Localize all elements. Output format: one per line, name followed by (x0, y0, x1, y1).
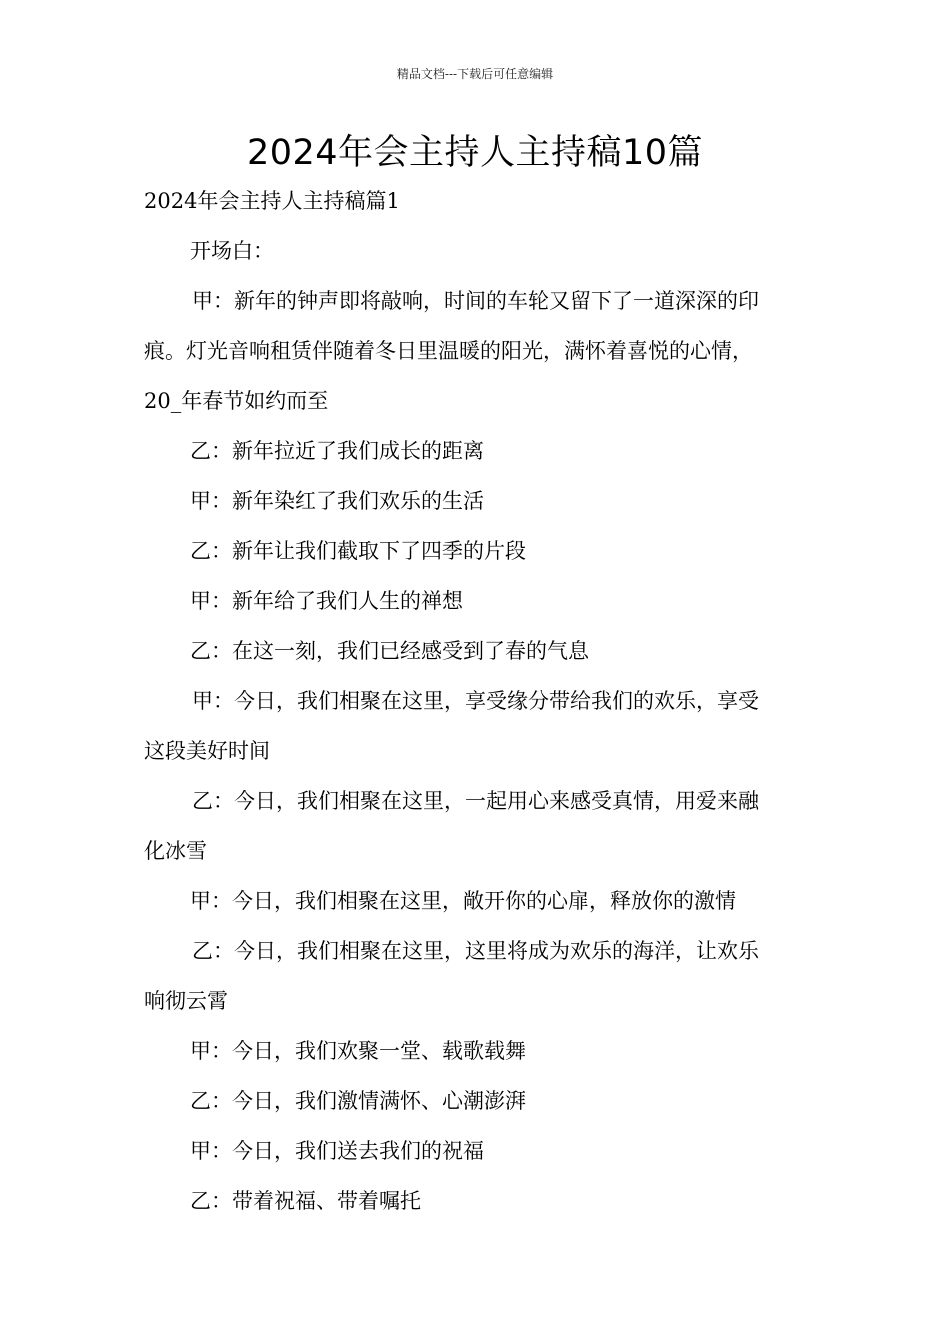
paragraph-line: 甲：今日，我们相聚在这里，敞开你的心扉，释放你的激情 (190, 889, 736, 913)
paragraph-line: 乙：新年拉近了我们成长的距离 (190, 439, 484, 463)
paragraph-line: 甲：今日，我们送去我们的祝福 (190, 1139, 484, 1163)
paragraph-line: 痕。灯光音响租赁伴随着冬日里温暖的阳光，满怀着喜悦的心情， (144, 339, 753, 363)
paragraph-line: 甲：新年染红了我们欢乐的生活 (190, 489, 484, 513)
paragraph-line: 甲：今日，我们欢聚一堂、载歌载舞 (190, 1039, 526, 1063)
paragraph-line: 乙：今日，我们激情满怀、心潮澎湃 (190, 1089, 526, 1113)
paragraph-line: 乙：在这一刻，我们已经感受到了春的气息 (190, 639, 589, 663)
paragraph-line: 响彻云霄 (144, 989, 228, 1013)
paragraph-line: 开场白： (190, 239, 274, 263)
paragraph-line: 乙：今日，我们相聚在这里，这里将成为欢乐的海洋，让欢乐 (192, 939, 759, 963)
page-title: 2024年会主持人主持稿10篇 (246, 133, 704, 173)
paragraph-line: 20_年春节如约而至 (144, 389, 329, 413)
paragraph-line: 乙：带着祝福、带着嘱托 (190, 1189, 421, 1213)
paragraph-line: 甲：新年的钟声即将敲响，时间的车轮又留下了一道深深的印 (192, 289, 759, 313)
paragraph-line: 乙：今日，我们相聚在这里，一起用心来感受真情，用爱来融 (192, 789, 759, 813)
paragraph-line: 甲：今日，我们相聚在这里，享受缘分带给我们的欢乐，享受 (192, 689, 759, 713)
paragraph-line: 化冰雪 (144, 839, 207, 863)
header-note: 精品文档---下载后可任意编辑 (396, 67, 554, 81)
section-heading: 2024年会主持人主持稿篇1 (144, 189, 400, 213)
paragraph-line: 甲：新年给了我们人生的禅想 (190, 589, 463, 613)
paragraph-line: 这段美好时间 (144, 739, 270, 763)
document-body (144, 176, 820, 1226)
paragraph-line: 乙：新年让我们截取下了四季的片段 (190, 539, 526, 563)
